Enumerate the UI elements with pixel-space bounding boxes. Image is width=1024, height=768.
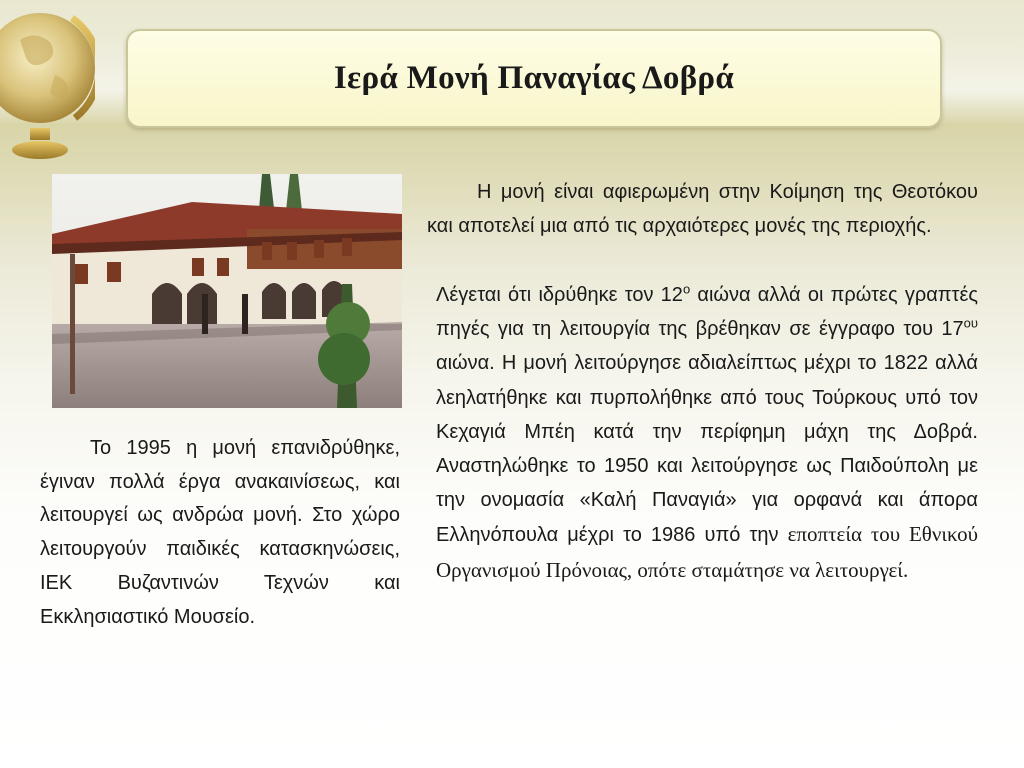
right-paragraph-1-block — [427, 175, 978, 243]
right-paragraph-2-part2: αιώνα αλλά οι πρώτες γραπτές πηγές για τη λειτουργία της βρέθηκαν σε έγγραφο του 17 — [436, 284, 979, 341]
monastery-photo — [52, 174, 402, 408]
left-paragraph: Το 1995 η μονή επανιδρύθηκε, έγιναν πολλά έργα ανακαινίσεως, και λειτουργεί ως ανδρώα μονή. Στο χώρο λειτουργούν παιδικές κατασκηνώσεις, ΙΕΚ Βυζαντινών Τεχνών και Εκκλησιαστικό Μουσείο. — [40, 437, 400, 628]
right-paragraph-2-block — [436, 278, 978, 588]
slide-title: Ιερά Μονή Παναγίας Δοβρά — [333, 60, 735, 96]
right-paragraph-1: Η μονή είναι αφιερωμένη στην Κοίμηση της Θεοτόκου και αποτελεί μια από τις αρχαιότερες μονές της περιοχής. — [427, 181, 978, 237]
title-box — [126, 29, 942, 128]
ordinal-superscript-1: ο — [682, 281, 691, 297]
left-paragraph-block — [40, 432, 400, 634]
globe-icon — [0, 0, 95, 165]
right-paragraph-2-part3: αιώνα. Η μονή λειτούργησε αδιαλείπτως μέχρι το 1822 αλλά λεηλατήθηκε και πυρπολήθηκε από τους Τούρκους υπό τον Κεχαγιά Μπέη κατά την περίφημη μάχη της Δοβρά. Αναστηλώθηκε το 1950 και λειτούργησε ως Παιδούπολη με την ονομασία «Καλή Παναγιά» για ορφανά και άπορα Ελληνόπουλα μέχρι το 1986 υπό την — [436, 352, 978, 547]
right-paragraph-2-part1: Λέγεται ότι ιδρύθηκε τον 12 — [436, 284, 683, 306]
right-paragraph-2 — [436, 278, 978, 588]
right-paragraph-2-part4: εποπτεία του Εθνικού Οργανισμού Πρόνοιας, οπότε σταμάτησε να λειτουργεί. — [436, 522, 978, 582]
ordinal-superscript-2: ου — [963, 315, 978, 331]
